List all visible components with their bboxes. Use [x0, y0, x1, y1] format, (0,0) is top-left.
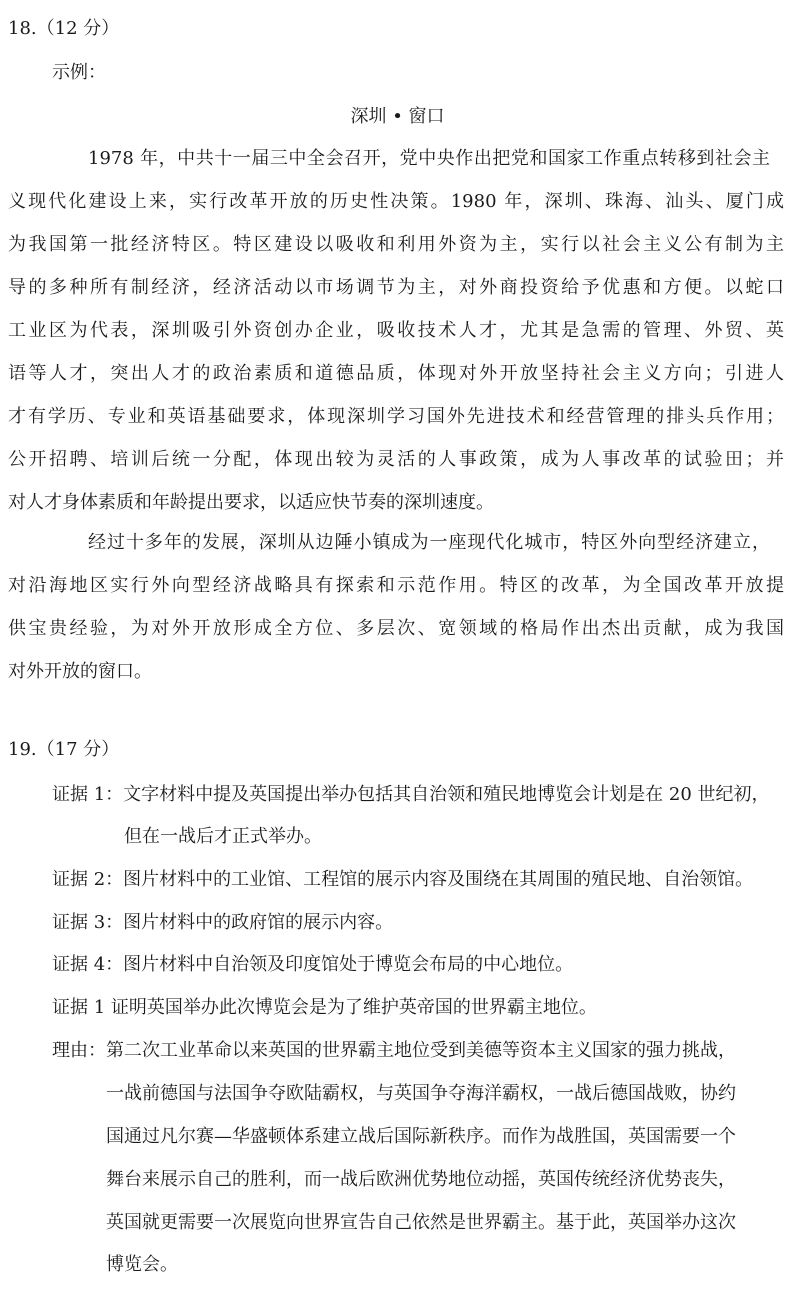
evidence-2: 证据 2：图片材料中的工业馆、工程馆的展示内容及围绕在其周围的殖民地、自治领馆。 — [52, 869, 754, 890]
paragraph-line: 供宝贵经验，为对外开放形成全方位、多层次、宽领域的格局作出杰出贡献，成为我国 — [8, 618, 784, 639]
evidence-1-line: 证据 1：文字材料中提及英国提出举办包括其自治领和殖民地博览会计划是在 20 世纪初， — [52, 784, 770, 805]
paragraph-line: 语等人才，突出人才的政治素质和道德品质，体现对外开放坚持社会主义方向；引进人 — [8, 363, 784, 384]
paragraph-line: 对外开放的窗口。 — [8, 661, 152, 682]
reason-line: 舞台来展示自己的胜利，而一战后欧洲优势地位动摇，英国传统经济优势丧失， — [106, 1169, 736, 1190]
question-18-header: 18.（12 分） — [8, 18, 120, 39]
reason-line: 理由：第二次工业革命以来英国的世界霸主地位受到美德等资本主义国家的强力挑战， — [52, 1040, 736, 1061]
question-19-header: 19.（17 分） — [8, 739, 120, 760]
reason-line: 一战前德国与法国争夺欧陆霸权，与英国争夺海洋霸权，一战后德国战败，协约 — [106, 1083, 736, 1104]
paragraph-line: 为我国第一批经济特区。特区建设以吸收和利用外资为主，实行以社会主义公有制为主 — [8, 234, 784, 255]
paragraph-line: 导的多种所有制经济，经济活动以市场调节为主，对外商投资给予优惠和方便。以蛇口 — [8, 277, 784, 298]
paragraph-line: 工业区为代表，深圳吸引外资创办企业，吸收技术人才，尤其是急需的管理、外贸、英 — [8, 320, 784, 341]
example-label: 示例： — [52, 62, 106, 83]
evidence-1-line: 但在一战后才正式举办。 — [124, 826, 322, 847]
paragraph-line: 对沿海地区实行外向型经济战略具有探索和示范作用。特区的改革，为全国改革开放提 — [8, 575, 784, 596]
essay-title: 深圳 • 窗口 — [350, 106, 445, 127]
paragraph-line: 经过十多年的发展，深圳从边陲小镇成为一座现代化城市，特区外向型经济建立， — [88, 532, 770, 553]
paragraph-line: 义现代化建设上来，实行改革开放的历史性决策。1980 年，深圳、珠海、汕头、厦门成 — [8, 191, 784, 212]
claim: 证据 1 证明英国举办此次博览会是为了维护英帝国的世界霸主地位。 — [52, 997, 597, 1018]
paragraph-line: 1978 年，中共十一届三中全会召开，党中央作出把党和国家工作重点转移到社会主 — [88, 148, 770, 169]
reason-line: 国通过凡尔赛—华盛顿体系建立战后国际新秩序。而作为战胜国，英国需要一个 — [106, 1126, 736, 1147]
paragraph-line: 对人才身体素质和年龄提出要求，以适应快节奏的深圳速度。 — [8, 492, 494, 513]
reason-line: 英国就更需要一次展览向世界宣告自己依然是世界霸主。基于此，英国举办这次 — [106, 1212, 736, 1233]
paragraph-line: 公开招聘、培训后统一分配，体现出较为灵活的人事政策，成为人事改革的试验田；并 — [8, 449, 784, 470]
paragraph-line: 才有学历、专业和英语基础要求，体现深圳学习国外先进技术和经营管理的排头兵作用； — [8, 406, 784, 427]
evidence-3: 证据 3：图片材料中的政府馆的展示内容。 — [52, 912, 394, 933]
evidence-4: 证据 4：图片材料中自治领及印度馆处于博览会布局的中心地位。 — [52, 954, 574, 975]
reason-line: 博览会。 — [106, 1254, 178, 1275]
